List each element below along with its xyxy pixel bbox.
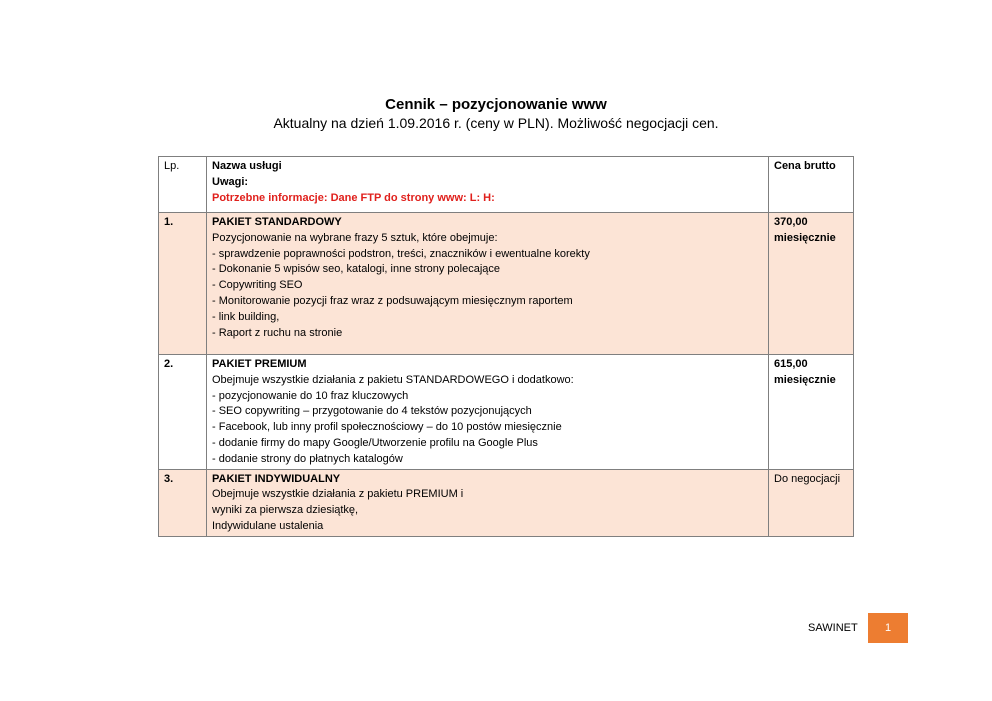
table-header-row bbox=[159, 157, 854, 213]
package-line: - link building, bbox=[212, 310, 280, 323]
package-line: - pozycjonowanie do 10 fraz kluczowych bbox=[212, 389, 409, 402]
package-line: Obejmuje wszystkie działania z pakietu PREMIUM i bbox=[212, 488, 464, 501]
package-line: - SEO copywriting – przygotowanie do 4 tekstów pozycjonujących bbox=[212, 405, 532, 418]
price-value: 615,00 bbox=[774, 358, 808, 370]
row-lp: 1. bbox=[159, 213, 207, 355]
package-title: PAKIET INDYWIDUALNY bbox=[212, 472, 341, 485]
package-title: PAKIET STANDARDOWY bbox=[212, 216, 342, 228]
package-line: - dodanie firmy do mapy Google/Utworzenie profilu na Google Plus bbox=[212, 436, 538, 449]
row-description bbox=[207, 469, 769, 536]
package-line: - dodanie strony do płatnych katalogów bbox=[212, 452, 403, 465]
document-title: Cennik – pozycjonowanie www bbox=[385, 96, 607, 113]
row-price bbox=[769, 355, 854, 470]
row-lp: 3. bbox=[159, 469, 207, 536]
table-row bbox=[159, 469, 854, 536]
header-notes-label: Uwagi: bbox=[212, 175, 249, 188]
table-row bbox=[159, 355, 854, 470]
package-line: wyniki za pierwsza dziesiątkę, bbox=[212, 504, 359, 517]
row-description bbox=[207, 213, 769, 355]
package-line: - Monitorowanie pozycji fraz wraz z podsuwającym miesięcznym raportem bbox=[212, 294, 573, 307]
row-price bbox=[769, 469, 854, 536]
page-number-badge: 1 bbox=[868, 613, 908, 643]
package-line: - Dokonanie 5 wpisów seo, katalogi, inne strony polecające bbox=[212, 263, 500, 276]
header-price: Cena brutto bbox=[769, 157, 854, 213]
row-description bbox=[207, 355, 769, 470]
row-price bbox=[769, 213, 854, 355]
package-line: Pozycjonowanie na wybrane frazy 5 sztuk, które obejmuje: bbox=[212, 231, 498, 244]
footer-company: SAWINET bbox=[808, 622, 858, 634]
package-line: - Copywriting SEO bbox=[212, 279, 303, 292]
package-line: Indywidulane ustalenia bbox=[212, 519, 324, 532]
package-title: PAKIET PREMIUM bbox=[212, 358, 307, 370]
price-period: miesięcznie bbox=[774, 231, 836, 244]
document-subtitle: Aktualny na dzień 1.09.2016 r. (ceny w PLN). Możliwość negocjacji cen. bbox=[273, 115, 719, 131]
header-service-name: Nazwa usługi bbox=[212, 160, 282, 172]
header-name-cell bbox=[207, 157, 769, 213]
package-line: - sprawdzenie poprawności podstron, treści, znaczników i ewentualne korekty bbox=[212, 247, 590, 260]
price-period: miesięcznie bbox=[774, 373, 836, 386]
package-line: - Facebook, lub inny profil społecznościowy – do 10 postów miesięcznie bbox=[212, 421, 562, 434]
table-row bbox=[159, 213, 854, 355]
header-required-info: Potrzebne informacje: Dane FTP do strony www: L: H: bbox=[212, 191, 495, 204]
package-line: Obejmuje wszystkie działania z pakietu STANDARDOWEGO i dodatkowo: bbox=[212, 373, 574, 386]
price-value: 370,00 bbox=[774, 216, 808, 228]
package-line: - Raport z ruchu na stronie bbox=[212, 326, 343, 339]
row-lp: 2. bbox=[159, 355, 207, 470]
price-value: Do negocjacji bbox=[774, 472, 841, 485]
header-lp: Lp. bbox=[159, 157, 207, 213]
price-table bbox=[158, 156, 854, 537]
